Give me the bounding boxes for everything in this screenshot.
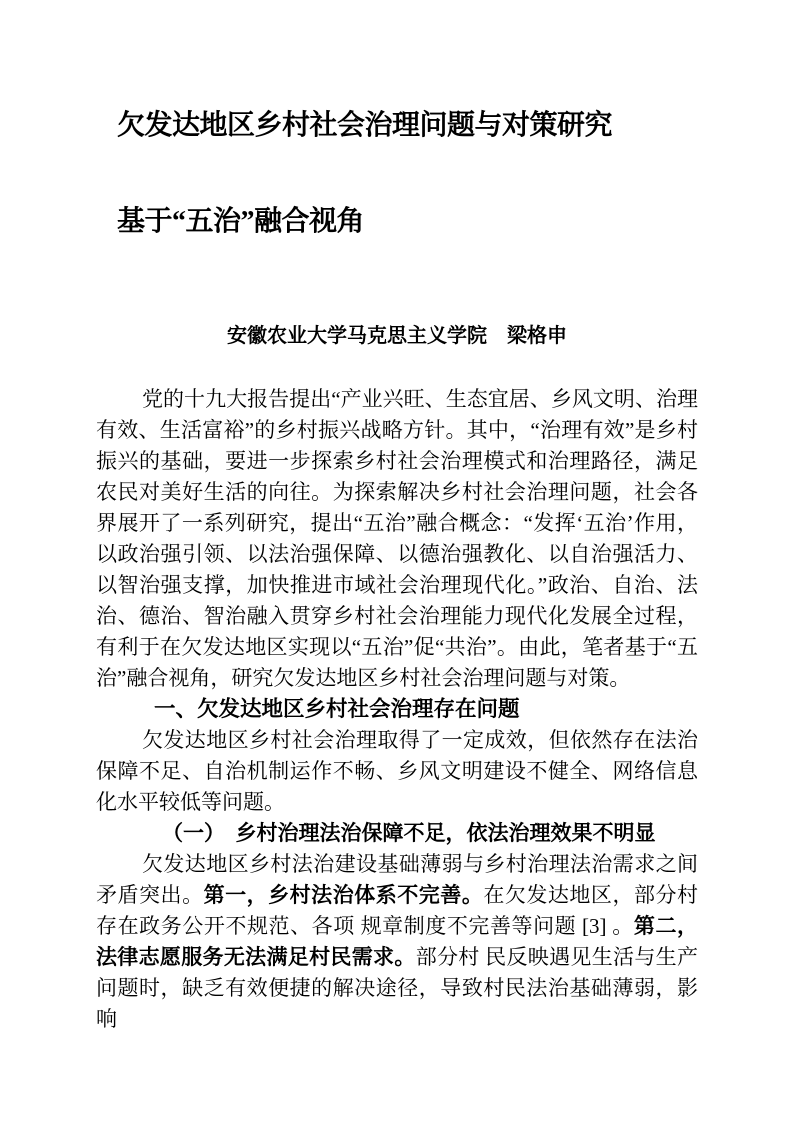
bold-text-run: 第二，法律志愿服务无法满足村民需求。 (96, 914, 699, 969)
paragraph (96, 384, 698, 694)
document-title: 欠发达地区乡村社会治理问题与对策研究 (117, 110, 613, 141)
author-affiliation-byline: 安徽农业大学马克思主义学院 梁格申 (227, 325, 567, 347)
document-subtitle: 基于“五治”融合视角 (117, 206, 365, 237)
text-run: 党的十九大报告提出“产业兴旺、生态宜居、乡风文明、治理有效、生活富裕”的乡村振兴战略方针。其中，“治理有效”是乡村振兴的基础，要进一步探索乡村社会治理模式和治理路径，满足农民对美好生活的向往。为探索解决乡村社会治理问题，社会各界展开了一系列研究，提出“五治”融合概念：“发挥‘五治’作用，以政治强引领、以法治强保障、以德治强教化、以自治强活力、以智治强支撑，加快推进市域社会治理现代化。”政治、自治、法治、德治、智治融入贯穿乡村社会治理能力现代化发展全过程，有利于在欠发达地区实现以“五治”促“共治”。由此，笔者基于“五治”融合视角，研究欠发达地区乡村社会治理问题与对策。 (96, 387, 698, 690)
paragraph (96, 725, 698, 818)
text-run: 在欠发达地区，部分村存在政务公开不规范、各项 规章制度不完善等问题 [3] 。 (96, 883, 699, 938)
text-run: 欠发达地区乡村社会治理取得了一定成效，但依然存在法治保障不足、自治机制运作不畅、乡风文明建设不健全、网络信息化水平较低等问题。 (96, 728, 698, 814)
subsection-heading: （一） 乡村治理法治保障不足，依法治理效果不明显 (162, 821, 656, 845)
section-heading: 一、欠发达地区乡村社会治理存在问题 (154, 697, 520, 721)
text-run: 欠发达地区乡村法治建设基础薄弱与乡村治理法治需求之间矛盾突出。 (96, 852, 698, 907)
document-body (96, 384, 698, 1035)
bold-text-run: 第一，乡村法治体系不完善。 (203, 883, 484, 907)
paragraph (96, 849, 698, 1035)
text-run: 部分村 民反映遇见生活与生产问题时，缺乏有效便捷的解决途径，导致村民法治基础薄弱，影响 (96, 945, 698, 1031)
